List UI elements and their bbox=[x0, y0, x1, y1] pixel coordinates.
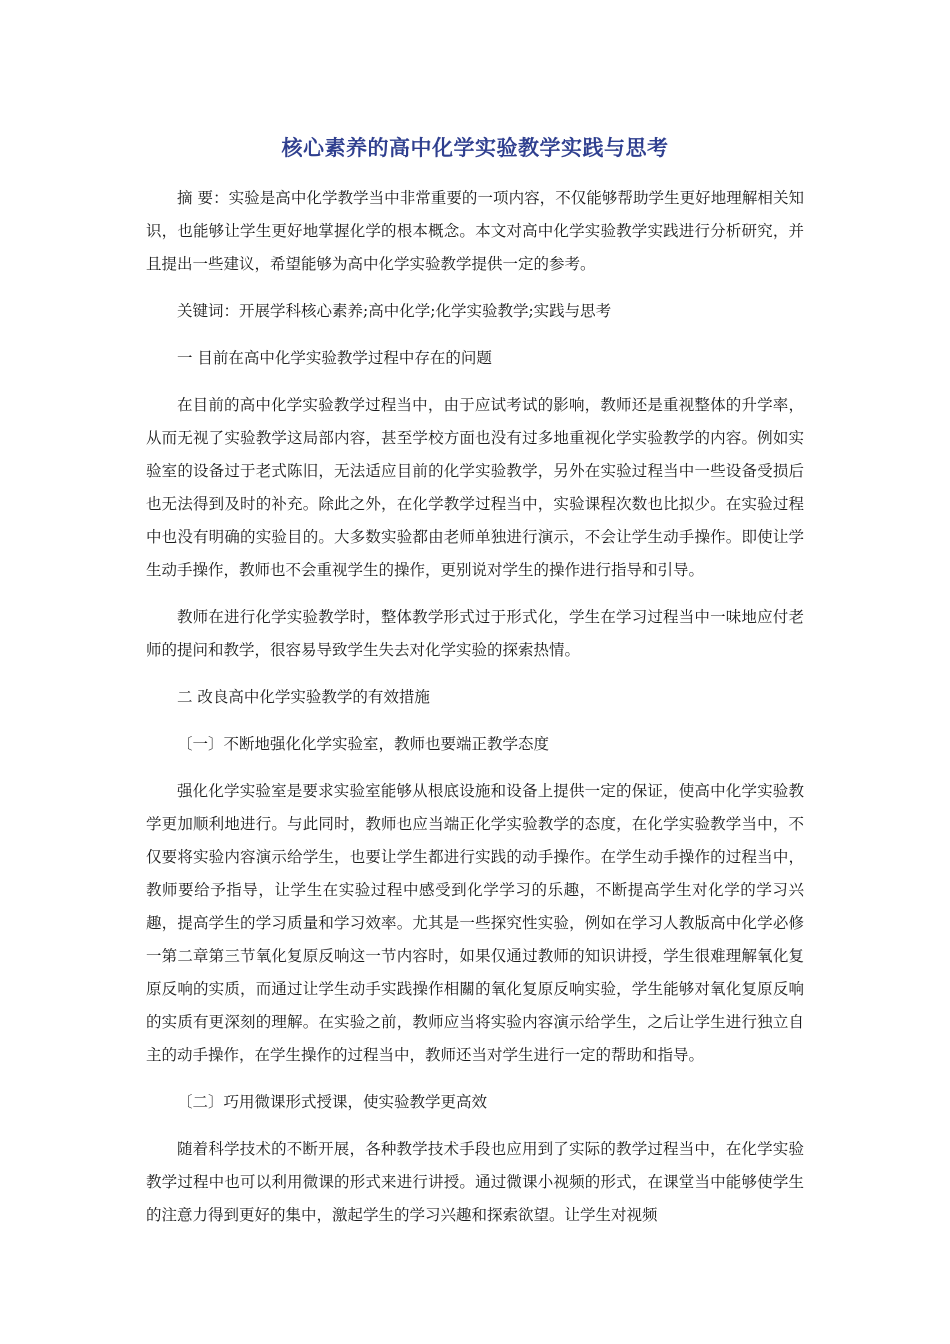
subsection-1-paragraph-1: 强化化学实验室是要求实验室能够从根底设施和设备上提供一定的保证，使高中化学实验教学更加顺利地进行。与此同时，教师也应当端正化学实验教学的态度，在化学实验教学当中，不仅要将实验内容演示给学生，也要让学生都进行实践的动手操作。在学生动手操作的过程当中，教师要给予指导，让学生在实验过程中感受到化学学习的乐趣，不断提高学生对化学的学习兴趣，提高学生的学习质量和学习效率。尤其是一些探究性实验，例如在学习人教版高中化学必修一第二章第三节氧化复原反响这一节内容时，如果仅通过教师的知识讲授，学生很难理解氧化复原反响的实质，而通过让学生动手实践操作相關的氧化复原反响实验，学生能够对氧化复原反响的实质有更深刻的理解。在实验之前，教师应当将实验内容演示给学生，之后让学生进行独立自主的动手操作，在学生操作的过程当中，教师还当对学生进行一定的帮助和指导。 bbox=[146, 782, 804, 1064]
subsection-2-paragraph-1: 随着科学技术的不断开展，各种教学技术手段也应用到了实际的教学过程当中，在化学实验教学过程中也可以利用微课的形式来进行讲授。通过微课小视频的形式，在课堂当中能够使学生的注意力得到更好的集中，激起学生的学习兴趣和探索欲望。让学生对视频 bbox=[146, 1140, 804, 1224]
subsection-1-heading: 〔一〕不断地强化化学实验室，教师也要端正教学态度 bbox=[177, 735, 550, 753]
keywords-line: 关键词：开展学科核心素养;高中化学;化学实验教学;实践与思考 bbox=[177, 302, 612, 320]
section-1-paragraph-1: 在目前的高中化学实验教学过程当中，由于应试考试的影响，教师还是重视整体的升学率，从而无视了实验教学这局部内容，甚至学校方面也没有过多地重视化学实验教学的内容。例如实验室的设备过于老式陈旧，无法适应目前的化学实验教学，另外在实验过程当中一些设备受损后也无法得到及时的补充。除此之外，在化学教学过程当中，实验课程次数也比拟少。在实验过程中也没有明确的实验目的。大多数实验都由老师单独进行演示，不会让学生动手操作。即使让学生动手操作，教师也不会重视学生的操作，更别说对学生的操作进行指导和引导。 bbox=[146, 396, 804, 579]
document-page bbox=[146, 132, 804, 1246]
subsection-2-heading: 〔二〕巧用微课形式授课，使实验教学更高效 bbox=[177, 1093, 488, 1111]
section-1-paragraph-2: 教师在进行化学实验教学时，整体教学形式过于形式化，学生在学习过程当中一味地应付老师的提问和教学，很容易导致学生失去对化学实验的探索热情。 bbox=[146, 608, 804, 659]
section-1-heading: 一 目前在高中化学实验教学过程中存在的问题 bbox=[177, 349, 492, 367]
document-title: 核心素养的高中化学实验教学实践与思考 bbox=[281, 136, 669, 160]
abstract-paragraph: 摘 要：实验是高中化学教学当中非常重要的一项内容，不仅能够帮助学生更好地理解相关知识，也能够让学生更好地掌握化学的根本概念。本文对高中化学实验教学实践进行分析研究，并且提出一些建议，希望能够为高中化学实验教学提供一定的参考。 bbox=[146, 189, 804, 273]
section-2-heading: 二 改良高中化学实验教学的有效措施 bbox=[177, 688, 430, 706]
